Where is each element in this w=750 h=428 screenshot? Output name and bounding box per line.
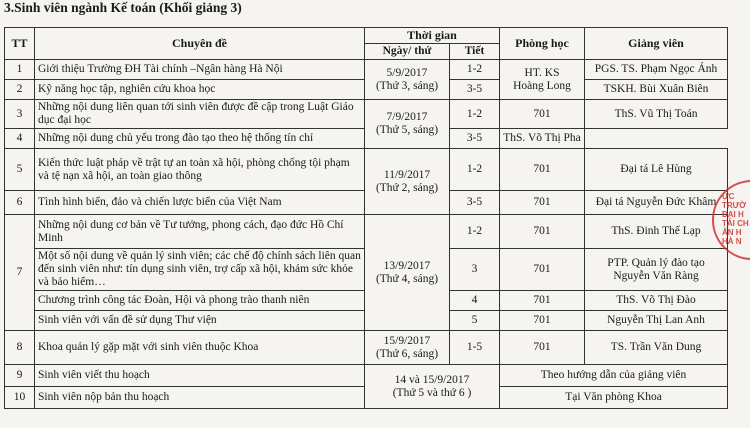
row-number: 7: [5, 215, 35, 331]
lecturer-cell: ThS. Vũ Thị Toán: [585, 100, 728, 129]
room-cell: 701: [500, 311, 585, 331]
lecturer-cell: Đại tá Nguyễn Đức Khâm: [585, 191, 728, 215]
lecturer-cell: PGS. TS. Phạm Ngọc Ánh: [585, 60, 728, 80]
topic-cell: Kỹ năng học tập, nghiên cứu khoa học: [35, 80, 365, 100]
header-topic: Chuyên đề: [35, 28, 365, 60]
header-lecturer: Giảng viên: [585, 28, 728, 60]
note-cell: Tại Văn phòng Khoa: [500, 387, 728, 409]
red-seal-stamp: ỰC TRƯỜ ĐẠI H TÀI CH ÂN H HÀ N: [712, 180, 750, 260]
lecturer-cell: ThS. Đinh Thế Lạp: [585, 215, 728, 249]
date-cell: 7/9/2017 (Thứ 5, sáng): [365, 100, 450, 149]
topic-cell: Tình hình biển, đảo và chiến lược biển của Việt Nam: [35, 191, 365, 215]
row-number: 3: [5, 100, 35, 129]
room-cell: 701: [500, 249, 585, 291]
topic-cell: Một số nội dung về quản lý sinh viên; các chế độ chính sách liên quan đến sinh viên như: tín dụng sinh viên, trợ cấp xã hội, khám sức khỏe và bảo hiểm…: [35, 249, 365, 291]
lecturer-cell: Nguyễn Thị Lan Anh: [585, 311, 728, 331]
topic-cell: Sinh viên với vấn đề sử dụng Thư viện: [35, 311, 365, 331]
row-number: 10: [5, 387, 35, 409]
topic-cell: Những nội dung liên quan tới sinh viên được đề cập trong Luật Giáo dục đại học: [35, 100, 365, 129]
header-tt: TT: [5, 28, 35, 60]
table-row: [5, 149, 728, 191]
header-time: Thời gian: [365, 28, 500, 44]
topic-cell: Khoa quản lý gặp mặt với sinh viên thuộc Khoa: [35, 331, 365, 365]
topic-cell: Kiến thức luật pháp về trật tự an toàn xã hội, phòng chống tội phạm và tệ nạn xã hội, an toàn giao thông: [35, 149, 365, 191]
row-number: 1: [5, 60, 35, 80]
period-cell: 3-5: [450, 191, 500, 215]
topic-cell: Những nội dung cơ bản về Tư tưởng, phong cách, đạo đức Hồ Chí Minh: [35, 215, 365, 249]
header-period: Tiết: [450, 44, 500, 60]
lecturer-cell: PTP. Quản lý đào tạo Nguyễn Văn Ràng: [585, 249, 728, 291]
row-number: 5: [5, 149, 35, 191]
lecturer-cell: Đại tá Lê Hùng: [585, 149, 728, 191]
period-cell: 1-2: [450, 60, 500, 80]
period-cell: 1-5: [450, 331, 500, 365]
period-cell: 3: [450, 249, 500, 291]
lecturer-cell: TSKH. Bùi Xuân Biên: [585, 80, 728, 100]
topic-cell: Sinh viên nộp bản thu hoạch: [35, 387, 365, 409]
row-number: 8: [5, 331, 35, 365]
room-cell: 701: [500, 191, 585, 215]
table-row: [5, 365, 728, 387]
period-cell: 1-2: [450, 215, 500, 249]
row-number: 6: [5, 191, 35, 215]
date-cell: 11/9/2017 (Thứ 2, sáng): [365, 149, 450, 215]
header-date: Ngày/ thứ: [365, 44, 450, 60]
row-number: 2: [5, 80, 35, 100]
row-number: 9: [5, 365, 35, 387]
date-cell: 5/9/2017 (Thứ 3, sáng): [365, 60, 450, 100]
schedule-table: [4, 27, 728, 409]
lecturer-cell: ThS. Võ Thị Pha: [500, 129, 585, 149]
room-cell: 701: [500, 215, 585, 249]
room-cell: 701: [500, 149, 585, 191]
topic-cell: Sinh viên viết thu hoạch: [35, 365, 365, 387]
period-cell: 1-2: [450, 149, 500, 191]
lecturer-cell: TS. Trần Văn Dung: [585, 331, 728, 365]
topic-cell: Giới thiệu Trường ĐH Tài chính –Ngân hàng Hà Nội: [35, 60, 365, 80]
table-row: [5, 100, 728, 129]
room-cell: 701: [500, 331, 585, 365]
table-row: [5, 331, 728, 365]
date-cell: 14 và 15/9/2017 (Thứ 5 và thứ 6 ): [365, 365, 500, 409]
table-row: [5, 60, 728, 80]
note-cell: Theo hướng dẫn của giảng viên: [500, 365, 728, 387]
document-title: 3.Sinh viên ngành Kế toán (Khối giảng 3): [4, 0, 242, 15]
row-number: 4: [5, 129, 35, 149]
date-cell: 15/9/2017 (Thứ 6, sáng): [365, 331, 450, 365]
period-cell: 3-5: [450, 80, 500, 100]
room-cell: 701: [500, 100, 585, 129]
topic-cell: Những nội dung chủ yếu trong đào tạo theo hệ thống tín chỉ: [35, 129, 365, 149]
period-cell: 5: [450, 311, 500, 331]
header-room: Phòng học: [500, 28, 585, 60]
period-cell: 3-5: [450, 129, 500, 149]
date-cell: 13/9/2017 (Thứ 4, sáng): [365, 215, 450, 331]
room-cell: HT. KS Hoàng Long: [500, 60, 585, 100]
topic-cell: Chương trình công tác Đoàn, Hội và phong trào thanh niên: [35, 291, 365, 311]
table-row: [5, 215, 728, 249]
lecturer-cell: ThS. Võ Thị Đào: [585, 291, 728, 311]
period-cell: 4: [450, 291, 500, 311]
period-cell: 1-2: [450, 100, 500, 129]
room-cell: 701: [500, 291, 585, 311]
